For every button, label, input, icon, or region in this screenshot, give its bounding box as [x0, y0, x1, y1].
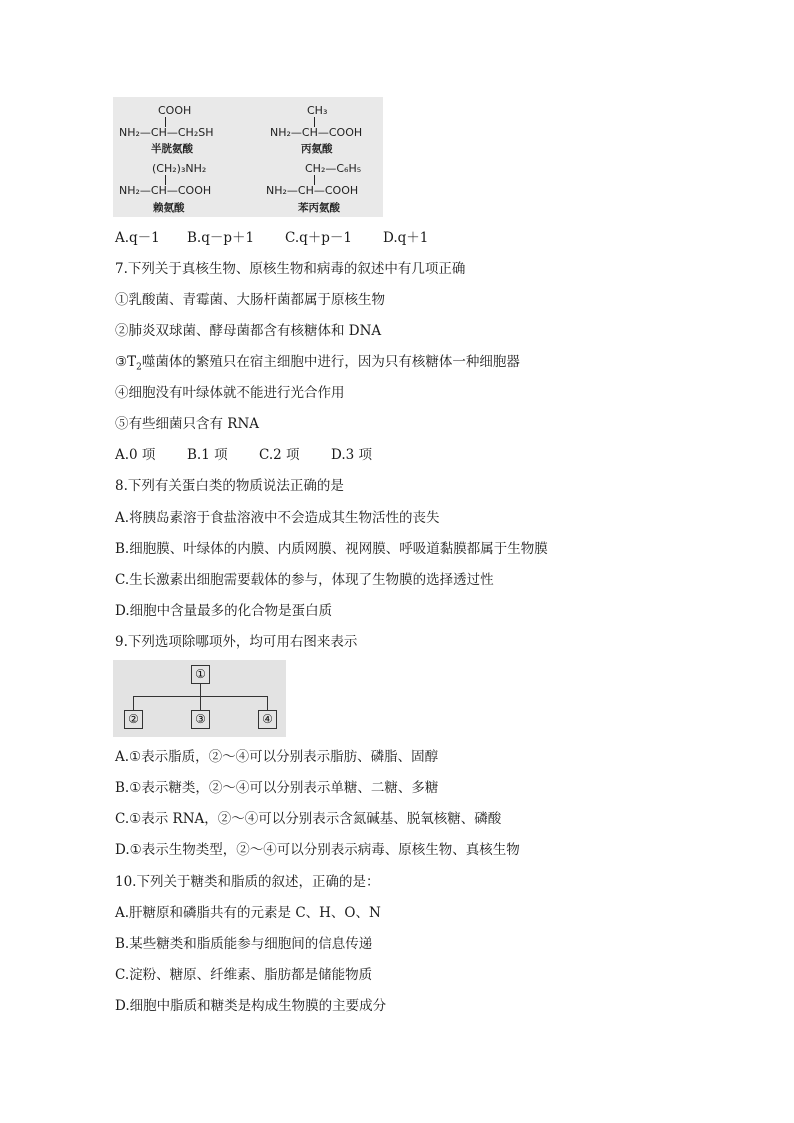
q7-option-a: A.0 项 — [115, 447, 156, 463]
q7-s3-subscript: 2 — [136, 362, 142, 373]
q7-option-b: B.1 项 — [187, 447, 228, 463]
q6-option-c: C.q＋p－1 — [285, 230, 353, 246]
q7-statement-4: ④细胞没有叶绿体就不能进行光合作用 — [115, 385, 345, 401]
q10-stem: 10.下列关于糖类和脂质的叙述，正确的是： — [115, 874, 380, 890]
q10-option-d: D.细胞中脂质和糖类是构成生物膜的主要成分 — [115, 998, 387, 1014]
q10-option-b: B.某些糖类和脂质能参与细胞间的信息传递 — [115, 936, 373, 952]
amino-acid-figure — [113, 97, 383, 217]
q7-statement-2: ②肺炎双球菌、酵母菌都含有核糖体和 DNA — [115, 323, 382, 339]
q6-option-b: B.q－p＋1 — [187, 230, 255, 246]
lysine-top-group: (CH₂)₃NH₂ — [152, 162, 207, 175]
q7-s3-prefix: ③T — [115, 354, 137, 370]
diagram-node-3: ③ — [191, 710, 210, 729]
lysine-name: 赖氨酸 — [153, 202, 185, 214]
diagram-node-1: ① — [191, 665, 210, 684]
diagram-connector-left — [133, 696, 134, 710]
q8-option-b: B.细胞膜、叶绿体的内膜、内质网膜、视网膜、呼吸道黏膜都属于生物膜 — [115, 541, 548, 557]
diagram-connector-right — [267, 696, 268, 710]
alanine-name: 丙氨酸 — [301, 143, 333, 155]
cysteine-formula: NH₂—CH—CH₂SH — [119, 126, 214, 139]
q10-option-c: C.淀粉、糖原、纤维素、脂肪都是储能物质 — [115, 967, 373, 983]
diagram-connector-top — [200, 684, 201, 696]
q9-option-a: A.①表示脂质，②～④可以分别表示脂肪、磷脂、固醇 — [115, 749, 439, 765]
q7-option-c: C.2 项 — [259, 447, 300, 463]
q7-statement-5: ⑤有些细菌只含有 RNA — [115, 416, 260, 432]
diagram-connector-middle — [200, 696, 201, 710]
q8-option-a: A.将胰岛素溶于食盐溶液中不会造成其生物活性的丧失 — [115, 510, 440, 526]
q8-option-c: C.生长激素出细胞需要载体的参与，体现了生物膜的选择透过性 — [115, 572, 494, 588]
cysteine-name: 半胱氨酸 — [151, 143, 193, 155]
diagram-node-4: ④ — [258, 710, 277, 729]
q9-option-b: B.①表示糖类，②～④可以分别表示单糖、二糖、多糖 — [115, 780, 439, 796]
q6-options — [115, 229, 428, 247]
alanine-top-group: CH₃ — [307, 104, 328, 117]
phenylalanine-name: 苯丙氨酸 — [298, 202, 340, 214]
q6-option-d: D.q＋1 — [383, 230, 429, 246]
phenylalanine-top-group: CH₂—C₆H₅ — [305, 162, 362, 175]
q9-option-d: D.①表示生物类型，②～④可以分别表示病毒、原核生物、真核生物 — [115, 842, 520, 858]
cysteine-top-group: COOH — [158, 104, 192, 117]
q9-option-c: C.①表示 RNA，②～④可以分别表示含氮碱基、脱氧核糖、磷酸 — [115, 811, 502, 827]
diagram-node-2: ② — [124, 710, 143, 729]
phenylalanine-formula: NH₂—CH—COOH — [266, 184, 359, 197]
q7-statement-3 — [115, 353, 520, 377]
q6-option-a: A.q－1 — [115, 230, 160, 246]
q8-option-d: D.细胞中含量最多的化合物是蛋白质 — [115, 603, 333, 619]
q7-statement-1: ①乳酸菌、青霉菌、大肠杆菌都属于原核生物 — [115, 292, 385, 308]
hierarchy-diagram — [113, 660, 286, 737]
q10-option-a: A.肝糖原和磷脂共有的元素是 C、H、O、N — [115, 905, 381, 921]
q7-s3-rest: 噬菌体的繁殖只在宿主细胞中进行，因为只有核糖体一种细胞器 — [141, 354, 520, 370]
q8-stem: 8.下列有关蛋白类的物质说法正确的是 — [115, 478, 344, 494]
q7-options — [115, 446, 372, 464]
q9-stem: 9.下列选项除哪项外，均可用右图来表示 — [115, 634, 358, 650]
alanine-formula: NH₂—CH—COOH — [270, 126, 363, 139]
lysine-formula: NH₂—CH—COOH — [119, 184, 212, 197]
q7-stem: 7.下列关于真核生物、原核生物和病毒的叙述中有几项正确 — [115, 261, 466, 277]
q7-option-d: D.3 项 — [331, 447, 373, 463]
